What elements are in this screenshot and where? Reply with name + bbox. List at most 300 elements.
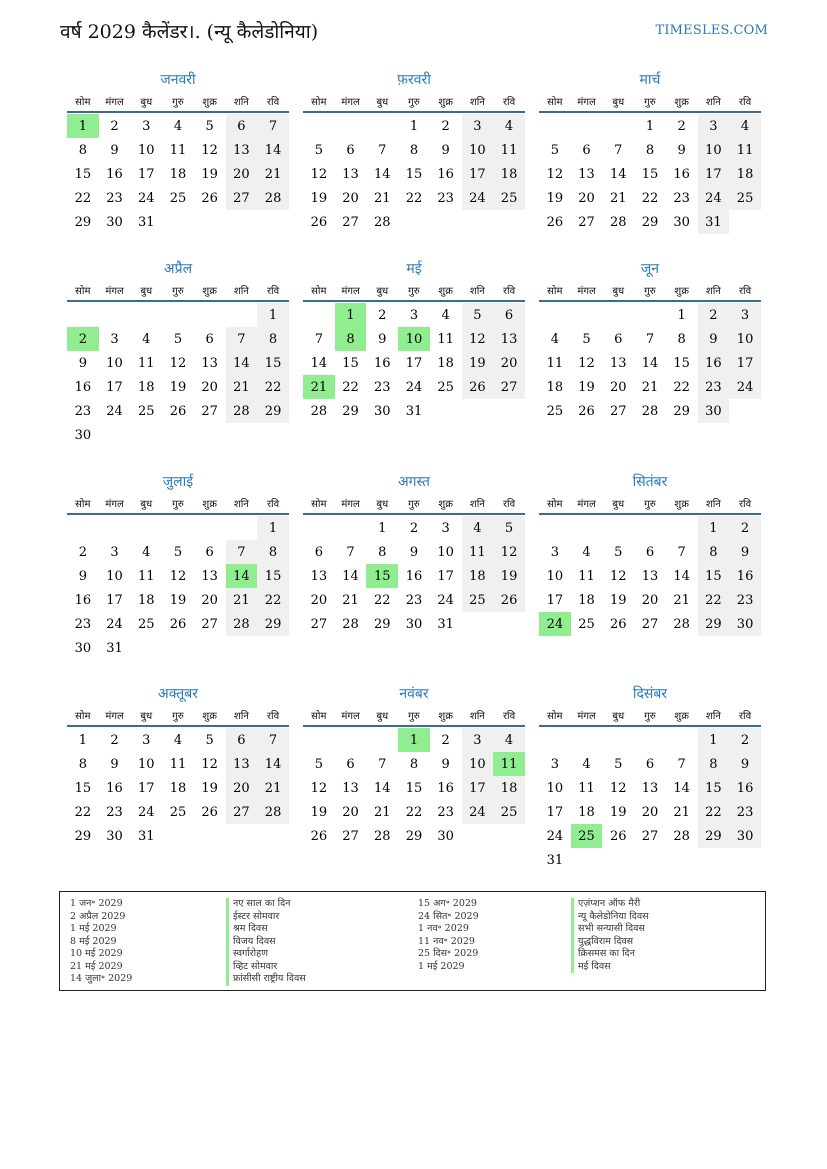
day-cell[interactable]: 5	[314, 756, 323, 772]
day-cell[interactable]: 23	[373, 379, 391, 395]
day-cell[interactable]: 25	[729, 186, 761, 210]
day-cell[interactable]: 17	[405, 355, 423, 371]
day-cell[interactable]: 3	[142, 118, 151, 134]
day-cell[interactable]: 10	[462, 752, 494, 776]
day-cell[interactable]: 20	[310, 592, 328, 608]
day-cell[interactable]: 6	[645, 756, 655, 772]
day-cell[interactable]: 17	[462, 162, 494, 186]
day-cell[interactable]: 27	[201, 403, 218, 419]
day-cell[interactable]: 31	[546, 852, 564, 868]
day-cell[interactable]: 3	[462, 114, 494, 138]
day-cell[interactable]: 9	[78, 355, 87, 371]
day-cell[interactable]: 10	[462, 138, 494, 162]
day-cell[interactable]: 19	[201, 166, 218, 182]
day-cell[interactable]: 10	[437, 544, 454, 560]
day-cell[interactable]: 9	[110, 756, 119, 772]
day-cell[interactable]: 31	[106, 640, 123, 656]
day-cell[interactable]: 26	[462, 375, 494, 399]
day-cell[interactable]: 27	[226, 800, 258, 824]
day-cell[interactable]: 23	[74, 616, 92, 632]
day-cell[interactable]: 23	[729, 588, 761, 612]
day-cell[interactable]: 13	[342, 780, 359, 796]
day-cell[interactable]: 30	[698, 399, 730, 423]
day-cell[interactable]: 14	[673, 780, 690, 796]
day-cell[interactable]: 16	[373, 355, 391, 371]
day-cell[interactable]: 12	[578, 355, 595, 371]
day-cell[interactable]: 4	[582, 544, 591, 560]
day-cell[interactable]: 8	[78, 142, 87, 158]
holiday-day-cell[interactable]: 15	[366, 564, 398, 588]
day-cell[interactable]: 23	[673, 190, 690, 206]
day-cell[interactable]: 13	[226, 138, 258, 162]
day-cell[interactable]: 30	[405, 616, 423, 632]
day-cell[interactable]: 18	[462, 564, 494, 588]
day-cell[interactable]: 7	[677, 544, 686, 560]
day-cell[interactable]: 15	[342, 355, 359, 371]
day-cell[interactable]: 26	[493, 588, 525, 612]
day-cell[interactable]: 7	[257, 114, 289, 138]
day-cell[interactable]: 14	[257, 752, 289, 776]
holiday-day-cell[interactable]: 10	[398, 327, 430, 351]
day-cell[interactable]: 28	[342, 616, 359, 632]
day-cell[interactable]: 18	[546, 379, 564, 395]
day-cell[interactable]: 8	[409, 142, 419, 158]
day-cell[interactable]: 29	[342, 403, 359, 419]
day-cell[interactable]: 5	[614, 756, 623, 772]
day-cell[interactable]: 9	[677, 142, 686, 158]
day-cell[interactable]: 23	[437, 804, 454, 820]
day-cell[interactable]: 11	[169, 756, 187, 772]
day-cell[interactable]: 22	[698, 588, 730, 612]
day-cell[interactable]: 13	[578, 166, 595, 182]
day-cell[interactable]: 8	[698, 752, 730, 776]
day-cell[interactable]: 24	[137, 804, 155, 820]
day-cell[interactable]: 29	[74, 828, 92, 844]
day-cell[interactable]: 11	[493, 138, 525, 162]
day-cell[interactable]: 3	[110, 544, 119, 560]
day-cell[interactable]: 19	[310, 804, 328, 820]
day-cell[interactable]: 29	[257, 612, 289, 636]
day-cell[interactable]: 27	[609, 403, 627, 419]
day-cell[interactable]: 26	[310, 828, 328, 844]
day-cell[interactable]: 16	[437, 166, 454, 182]
day-cell[interactable]: 23	[106, 190, 123, 206]
day-cell[interactable]: 25	[137, 616, 155, 632]
day-cell[interactable]: 4	[441, 307, 450, 323]
day-cell[interactable]: 9	[441, 756, 450, 772]
day-cell[interactable]: 19	[493, 564, 525, 588]
day-cell[interactable]: 12	[201, 756, 218, 772]
day-cell[interactable]: 22	[373, 592, 391, 608]
day-cell[interactable]: 3	[110, 331, 119, 347]
day-cell[interactable]: 22	[698, 800, 730, 824]
day-cell[interactable]: 3	[462, 728, 494, 752]
day-cell[interactable]: 13	[641, 568, 659, 584]
day-cell[interactable]: 8	[677, 331, 686, 347]
day-cell[interactable]: 25	[137, 403, 155, 419]
day-cell[interactable]: 22	[257, 375, 289, 399]
day-cell[interactable]: 30	[673, 214, 690, 230]
holiday-day-cell[interactable]: 14	[226, 564, 258, 588]
day-cell[interactable]: 5	[173, 544, 183, 560]
day-cell[interactable]: 18	[169, 780, 187, 796]
day-cell[interactable]: 8	[78, 756, 87, 772]
day-cell[interactable]: 10	[137, 756, 155, 772]
day-cell[interactable]: 27	[641, 828, 659, 844]
day-cell[interactable]: 22	[405, 804, 423, 820]
day-cell[interactable]: 15	[257, 351, 289, 375]
day-cell[interactable]: 12	[169, 355, 187, 371]
day-cell[interactable]: 16	[74, 379, 92, 395]
day-cell[interactable]: 1	[698, 516, 730, 540]
day-cell[interactable]: 3	[409, 307, 419, 323]
day-cell[interactable]: 25	[462, 588, 494, 612]
day-cell[interactable]: 5	[582, 331, 591, 347]
day-cell[interactable]: 25	[493, 186, 525, 210]
day-cell[interactable]: 21	[673, 804, 690, 820]
day-cell[interactable]: 1	[257, 303, 289, 327]
day-cell[interactable]: 16	[405, 568, 423, 584]
day-cell[interactable]: 14	[342, 568, 359, 584]
day-cell[interactable]: 20	[201, 592, 218, 608]
holiday-day-cell[interactable]: 21	[303, 375, 335, 399]
day-cell[interactable]: 16	[673, 166, 690, 182]
day-cell[interactable]: 28	[226, 399, 258, 423]
day-cell[interactable]: 7	[677, 756, 686, 772]
day-cell[interactable]: 13	[201, 568, 218, 584]
day-cell[interactable]: 8	[645, 142, 655, 158]
day-cell[interactable]: 22	[74, 804, 92, 820]
day-cell[interactable]: 19	[201, 780, 218, 796]
day-cell[interactable]: 18	[578, 592, 595, 608]
day-cell[interactable]: 17	[106, 379, 123, 395]
day-cell[interactable]: 20	[493, 351, 525, 375]
day-cell[interactable]: 6	[346, 756, 355, 772]
day-cell[interactable]: 8	[409, 756, 419, 772]
day-cell[interactable]: 9	[378, 331, 387, 347]
day-cell[interactable]: 7	[378, 142, 387, 158]
day-cell[interactable]: 8	[698, 540, 730, 564]
day-cell[interactable]: 5	[550, 142, 559, 158]
day-cell[interactable]: 21	[373, 190, 391, 206]
day-cell[interactable]: 15	[673, 355, 690, 371]
day-cell[interactable]: 3	[142, 732, 151, 748]
day-cell[interactable]: 24	[106, 403, 123, 419]
day-cell[interactable]: 16	[74, 592, 92, 608]
day-cell[interactable]: 21	[673, 592, 690, 608]
day-cell[interactable]: 9	[729, 540, 761, 564]
day-cell[interactable]: 13	[342, 166, 359, 182]
day-cell[interactable]: 17	[106, 592, 123, 608]
day-cell[interactable]: 28	[641, 403, 659, 419]
day-cell[interactable]: 18	[578, 804, 595, 820]
day-cell[interactable]: 26	[169, 403, 187, 419]
day-cell[interactable]: 17	[462, 776, 494, 800]
day-cell[interactable]: 20	[641, 804, 659, 820]
day-cell[interactable]: 24	[462, 800, 494, 824]
day-cell[interactable]: 28	[257, 800, 289, 824]
day-cell[interactable]: 28	[609, 214, 627, 230]
day-cell[interactable]: 6	[493, 303, 525, 327]
day-cell[interactable]: 18	[437, 355, 454, 371]
day-cell[interactable]: 26	[169, 616, 187, 632]
day-cell[interactable]: 2	[409, 520, 419, 536]
day-cell[interactable]: 21	[226, 375, 258, 399]
day-cell[interactable]: 17	[546, 804, 564, 820]
day-cell[interactable]: 17	[137, 166, 155, 182]
day-cell[interactable]: 10	[698, 138, 730, 162]
day-cell[interactable]: 24	[405, 379, 423, 395]
day-cell[interactable]: 10	[106, 355, 123, 371]
day-cell[interactable]: 15	[405, 780, 423, 796]
day-cell[interactable]: 12	[201, 142, 218, 158]
day-cell[interactable]: 30	[106, 214, 123, 230]
day-cell[interactable]: 11	[578, 780, 595, 796]
day-cell[interactable]: 2	[110, 118, 119, 134]
day-cell[interactable]: 30	[106, 828, 123, 844]
day-cell[interactable]: 2	[698, 303, 730, 327]
day-cell[interactable]: 8	[257, 540, 289, 564]
day-cell[interactable]: 20	[609, 379, 627, 395]
day-cell[interactable]: 30	[74, 640, 92, 656]
day-cell[interactable]: 13	[493, 327, 525, 351]
day-cell[interactable]: 28	[373, 214, 391, 230]
day-cell[interactable]: 14	[310, 355, 328, 371]
day-cell[interactable]: 12	[169, 568, 187, 584]
day-cell[interactable]: 14	[609, 166, 627, 182]
day-cell[interactable]: 10	[546, 568, 564, 584]
day-cell[interactable]: 9	[729, 752, 761, 776]
day-cell[interactable]: 26	[609, 828, 627, 844]
day-cell[interactable]: 21	[257, 162, 289, 186]
day-cell[interactable]: 22	[673, 379, 690, 395]
day-cell[interactable]: 21	[226, 588, 258, 612]
day-cell[interactable]: 14	[373, 780, 391, 796]
day-cell[interactable]: 19	[169, 592, 187, 608]
day-cell[interactable]: 4	[729, 114, 761, 138]
day-cell[interactable]: 11	[729, 138, 761, 162]
day-cell[interactable]: 12	[493, 540, 525, 564]
day-cell[interactable]: 13	[641, 780, 659, 796]
day-cell[interactable]: 18	[493, 776, 525, 800]
day-cell[interactable]: 24	[437, 592, 454, 608]
day-cell[interactable]: 23	[74, 403, 92, 419]
day-cell[interactable]: 12	[310, 780, 328, 796]
day-cell[interactable]: 2	[441, 118, 450, 134]
day-cell[interactable]: 6	[226, 728, 258, 752]
day-cell[interactable]: 2	[729, 728, 761, 752]
day-cell[interactable]: 18	[137, 379, 155, 395]
day-cell[interactable]: 19	[609, 804, 627, 820]
day-cell[interactable]: 15	[74, 780, 92, 796]
day-cell[interactable]: 31	[437, 616, 454, 632]
day-cell[interactable]: 5	[462, 303, 494, 327]
day-cell[interactable]: 27	[493, 375, 525, 399]
day-cell[interactable]: 30	[74, 427, 92, 443]
day-cell[interactable]: 13	[310, 568, 328, 584]
day-cell[interactable]: 6	[346, 142, 355, 158]
day-cell[interactable]: 4	[550, 331, 559, 347]
day-cell[interactable]: 29	[673, 403, 690, 419]
day-cell[interactable]: 1	[677, 307, 686, 323]
day-cell[interactable]: 23	[729, 800, 761, 824]
day-cell[interactable]: 7	[226, 327, 258, 351]
holiday-day-cell[interactable]: 8	[335, 327, 367, 351]
day-cell[interactable]: 6	[614, 331, 623, 347]
day-cell[interactable]: 23	[698, 375, 730, 399]
day-cell[interactable]: 2	[378, 307, 387, 323]
day-cell[interactable]: 28	[257, 186, 289, 210]
day-cell[interactable]: 11	[462, 540, 494, 564]
day-cell[interactable]: 18	[729, 162, 761, 186]
day-cell[interactable]: 23	[437, 190, 454, 206]
day-cell[interactable]: 29	[257, 399, 289, 423]
site-link[interactable]: TIMESLES.COM	[655, 23, 768, 38]
day-cell[interactable]: 15	[698, 564, 730, 588]
day-cell[interactable]: 6	[226, 114, 258, 138]
day-cell[interactable]: 19	[462, 351, 494, 375]
day-cell[interactable]: 5	[173, 331, 183, 347]
day-cell[interactable]: 29	[641, 214, 659, 230]
day-cell[interactable]: 7	[314, 331, 323, 347]
day-cell[interactable]: 22	[405, 190, 423, 206]
day-cell[interactable]: 22	[74, 190, 92, 206]
day-cell[interactable]: 2	[729, 516, 761, 540]
day-cell[interactable]: 20	[201, 379, 218, 395]
day-cell[interactable]: 2	[677, 118, 686, 134]
day-cell[interactable]: 1	[645, 118, 655, 134]
day-cell[interactable]: 20	[342, 190, 359, 206]
day-cell[interactable]: 24	[462, 186, 494, 210]
day-cell[interactable]: 4	[142, 544, 151, 560]
holiday-day-cell[interactable]: 11	[493, 752, 525, 776]
day-cell[interactable]: 17	[698, 162, 730, 186]
day-cell[interactable]: 20	[226, 776, 258, 800]
holiday-day-cell[interactable]: 1	[335, 303, 367, 327]
day-cell[interactable]: 11	[169, 142, 187, 158]
day-cell[interactable]: 19	[310, 190, 328, 206]
day-cell[interactable]: 20	[342, 804, 359, 820]
day-cell[interactable]: 26	[578, 403, 595, 419]
day-cell[interactable]: 3	[698, 114, 730, 138]
day-cell[interactable]: 21	[257, 776, 289, 800]
day-cell[interactable]: 23	[106, 804, 123, 820]
day-cell[interactable]: 7	[346, 544, 355, 560]
day-cell[interactable]: 14	[641, 355, 659, 371]
day-cell[interactable]: 27	[310, 616, 328, 632]
day-cell[interactable]: 16	[437, 780, 454, 796]
day-cell[interactable]: 3	[550, 756, 559, 772]
day-cell[interactable]: 14	[673, 568, 690, 584]
day-cell[interactable]: 30	[437, 828, 454, 844]
day-cell[interactable]: 21	[641, 379, 659, 395]
holiday-day-cell[interactable]: 24	[539, 612, 571, 636]
day-cell[interactable]: 18	[169, 166, 187, 182]
day-cell[interactable]: 27	[342, 214, 359, 230]
day-cell[interactable]: 6	[645, 544, 655, 560]
day-cell[interactable]: 14	[257, 138, 289, 162]
day-cell[interactable]: 25	[546, 403, 564, 419]
day-cell[interactable]: 26	[201, 804, 218, 820]
day-cell[interactable]: 9	[698, 327, 730, 351]
holiday-day-cell[interactable]: 25	[571, 824, 603, 848]
day-cell[interactable]: 12	[462, 327, 494, 351]
day-cell[interactable]: 11	[437, 331, 454, 347]
day-cell[interactable]: 13	[201, 355, 218, 371]
day-cell[interactable]: 20	[578, 190, 595, 206]
day-cell[interactable]: 6	[582, 142, 591, 158]
day-cell[interactable]: 1	[409, 118, 419, 134]
day-cell[interactable]: 6	[314, 544, 323, 560]
day-cell[interactable]: 5	[614, 544, 623, 560]
day-cell[interactable]: 25	[169, 190, 187, 206]
day-cell[interactable]: 8	[257, 327, 289, 351]
day-cell[interactable]: 18	[137, 592, 155, 608]
day-cell[interactable]: 26	[546, 214, 564, 230]
day-cell[interactable]: 9	[441, 142, 450, 158]
day-cell[interactable]: 12	[609, 780, 627, 796]
day-cell[interactable]: 7	[645, 331, 655, 347]
day-cell[interactable]: 4	[142, 331, 151, 347]
day-cell[interactable]: 7	[226, 540, 258, 564]
day-cell[interactable]: 16	[729, 564, 761, 588]
day-cell[interactable]: 26	[310, 214, 328, 230]
day-cell[interactable]: 9	[409, 544, 419, 560]
day-cell[interactable]: 29	[698, 612, 730, 636]
day-cell[interactable]: 15	[641, 166, 659, 182]
day-cell[interactable]: 4	[582, 756, 591, 772]
day-cell[interactable]: 7	[257, 728, 289, 752]
day-cell[interactable]: 27	[226, 186, 258, 210]
day-cell[interactable]: 17	[729, 351, 761, 375]
day-cell[interactable]: 16	[106, 780, 123, 796]
day-cell[interactable]: 19	[169, 379, 187, 395]
holiday-day-cell[interactable]: 1	[67, 114, 99, 138]
day-cell[interactable]: 14	[373, 166, 391, 182]
day-cell[interactable]: 25	[578, 616, 595, 632]
day-cell[interactable]: 13	[226, 752, 258, 776]
day-cell[interactable]: 4	[173, 118, 183, 134]
day-cell[interactable]: 19	[546, 190, 564, 206]
day-cell[interactable]: 27	[641, 616, 659, 632]
day-cell[interactable]: 31	[698, 210, 730, 234]
day-cell[interactable]: 28	[673, 828, 690, 844]
day-cell[interactable]: 29	[373, 616, 391, 632]
day-cell[interactable]: 26	[201, 190, 218, 206]
day-cell[interactable]: 4	[173, 732, 183, 748]
day-cell[interactable]: 29	[74, 214, 92, 230]
day-cell[interactable]: 1	[78, 732, 87, 748]
day-cell[interactable]: 20	[641, 592, 659, 608]
day-cell[interactable]: 10	[137, 142, 155, 158]
day-cell[interactable]: 28	[673, 616, 690, 632]
day-cell[interactable]: 3	[550, 544, 559, 560]
day-cell[interactable]: 27	[578, 214, 595, 230]
day-cell[interactable]: 15	[257, 564, 289, 588]
day-cell[interactable]: 24	[106, 616, 123, 632]
day-cell[interactable]: 4	[462, 516, 494, 540]
day-cell[interactable]: 6	[205, 331, 214, 347]
day-cell[interactable]: 12	[310, 166, 328, 182]
day-cell[interactable]: 4	[493, 728, 525, 752]
day-cell[interactable]: 22	[641, 190, 659, 206]
day-cell[interactable]: 19	[609, 592, 627, 608]
day-cell[interactable]: 24	[698, 186, 730, 210]
day-cell[interactable]: 11	[546, 355, 564, 371]
day-cell[interactable]: 14	[226, 351, 258, 375]
day-cell[interactable]: 11	[137, 355, 155, 371]
day-cell[interactable]: 12	[546, 166, 564, 182]
